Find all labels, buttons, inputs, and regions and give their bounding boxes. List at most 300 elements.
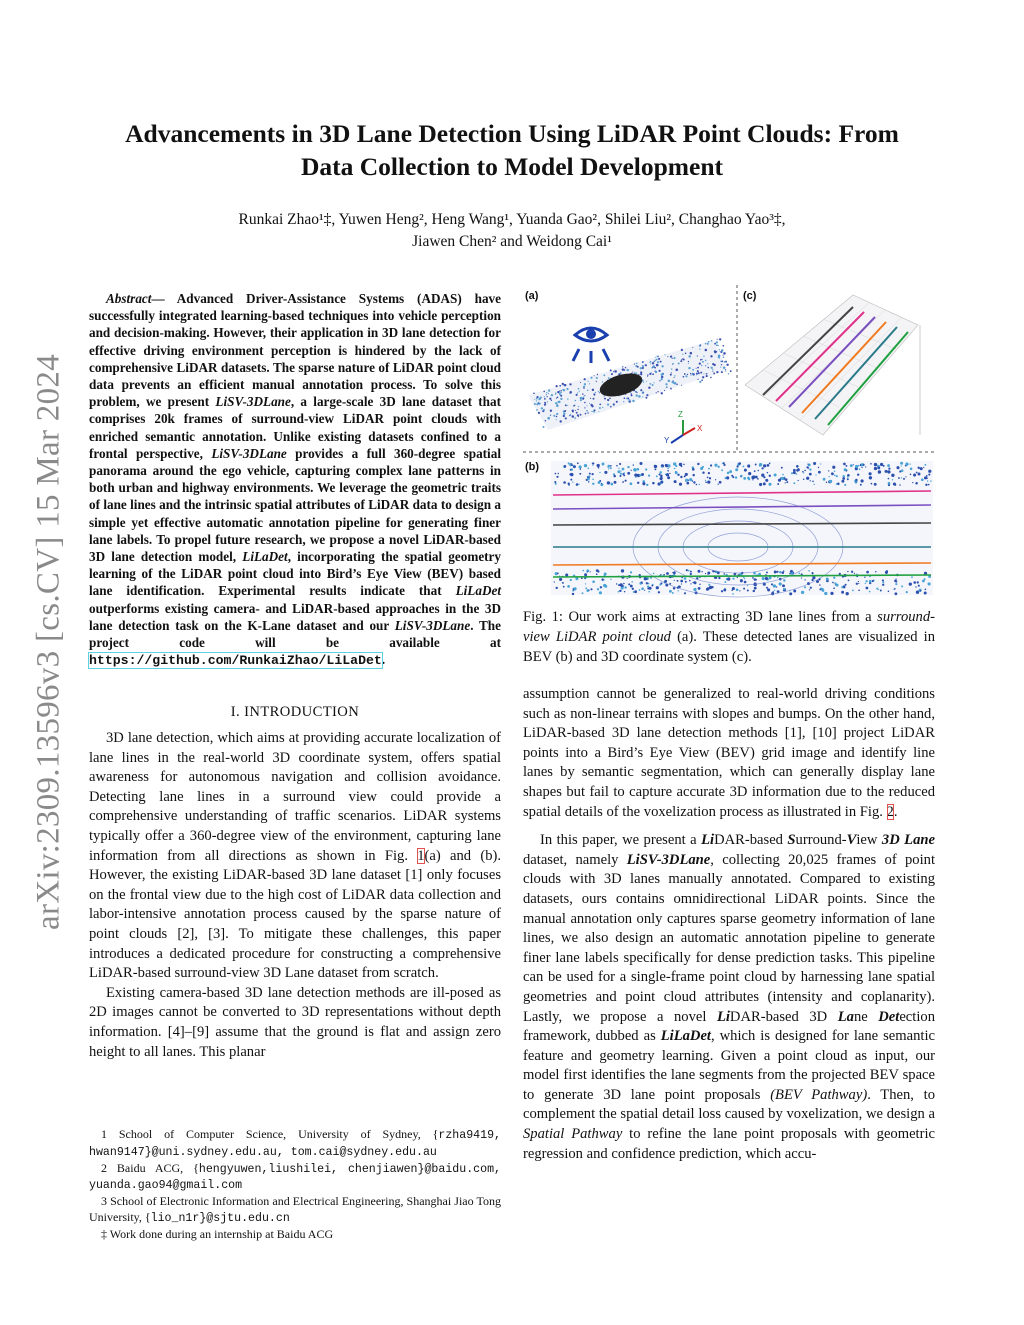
lidar-point	[706, 373, 708, 375]
bev-point	[887, 464, 890, 467]
lidar-point	[584, 378, 586, 380]
lidar-point	[582, 393, 583, 394]
bev-point	[909, 582, 912, 585]
model-name: LiLaDet	[660, 1028, 711, 1045]
lidar-point	[560, 392, 562, 394]
bev-point	[588, 481, 590, 483]
lidar-point	[665, 383, 667, 385]
lidar-point	[703, 356, 704, 357]
bev-point	[554, 481, 556, 483]
bev-point	[627, 466, 629, 468]
bev-point	[896, 466, 899, 469]
right-p1-text-a: assumption cannot be generalized to real-world driving conditions such as non-linear terrains with slopes and bumps. On the other hand, LiDAR-based 3D lane detection methods [1], [10] project LiDAR points into a Bird’s Eye View (BEV) grid image and identify line lanes by semantic segmentation, which can generally display lane shapes but fail to capture accurate 3D information due to the reduced spatial details of the voxelization process as illustrated in Fig.	[523, 686, 935, 820]
lidar-point	[590, 398, 591, 399]
bev-point	[637, 482, 639, 484]
lidar-point	[672, 358, 673, 359]
bev-point	[905, 462, 908, 465]
bev-point	[574, 587, 577, 590]
p2-text: , collecting 20,025 frames of point clouds with 3D lanes manually annotated. Compared to existing datasets, ours contains omnidirectional LiDAR points. Since the manual annotation only captures sparse geometry information of lane lines, we also design an automatic annotation pipeline to generate finer lane labels specifically for dense prediction tasks. This pipeline can be used for a single-frame point cloud by harnessing lane spatial geometries and point cloud attributes (intensity and coplanarity). Lastly, we propose a novel	[523, 851, 935, 1025]
bev-point	[789, 573, 791, 575]
bev-point	[648, 591, 650, 593]
lidar-point	[646, 394, 648, 396]
lidar-point	[585, 413, 587, 415]
bev-point	[863, 464, 865, 466]
lidar-point	[560, 390, 561, 391]
lidar-point	[654, 361, 655, 362]
p2-acronym: La	[837, 1008, 854, 1025]
lidar-point	[708, 341, 710, 343]
lidar-point	[636, 391, 637, 392]
lidar-point	[553, 415, 555, 417]
bev-point	[681, 583, 682, 584]
bev-point	[845, 465, 847, 467]
lidar-point	[722, 355, 723, 356]
bev-point	[864, 576, 865, 577]
lidar-point	[543, 391, 545, 393]
bev-point	[621, 569, 624, 572]
bev-point	[748, 478, 750, 480]
lidar-point	[718, 345, 719, 346]
lidar-point	[590, 377, 592, 379]
bev-point	[752, 577, 754, 579]
bev-point	[832, 466, 835, 469]
lidar-point	[699, 349, 700, 350]
lidar-point	[545, 420, 547, 422]
bev-point	[579, 473, 581, 475]
figure-2-link[interactable]: 2	[886, 803, 894, 820]
lidar-point	[703, 373, 704, 374]
lidar-point	[724, 361, 726, 363]
bev-point	[804, 579, 805, 580]
lidar-point	[611, 374, 612, 375]
lidar-point	[536, 403, 538, 405]
bev-point	[610, 465, 612, 467]
lidar-point	[636, 363, 638, 365]
bev-point	[774, 571, 777, 574]
bev-point	[721, 469, 723, 471]
lidar-point	[726, 364, 728, 366]
bev-point	[858, 589, 860, 591]
lidar-point	[720, 367, 721, 368]
bev-point	[777, 483, 779, 485]
bev-point	[888, 482, 891, 485]
bev-point	[894, 588, 895, 589]
bev-point	[831, 472, 834, 475]
lidar-point	[719, 350, 720, 351]
bev-point	[700, 467, 703, 470]
bev-point	[582, 592, 584, 594]
lidar-point	[712, 369, 713, 370]
lidar-point	[626, 369, 628, 371]
bev-point	[708, 472, 710, 474]
bev-point	[898, 477, 900, 479]
bev-point	[841, 480, 844, 483]
bev-point	[847, 476, 849, 478]
bev-point	[617, 470, 620, 473]
abstract-text-3: provides a full 360-degree spatial panorama around the ego vehicle, capturing complex lane patterns in both urban and highway environments. We leverage the geometric traits of lane lines and the intrinsic spatial attributes of LiDAR data to design a simple yet effective automatic annotation pipeline for generating finer lane labels. To propel future research, we propose a novel LiDAR-based 3D lane detection model,	[89, 445, 501, 565]
lidar-point	[591, 411, 592, 412]
bev-point	[590, 588, 592, 590]
lidar-point	[536, 398, 538, 400]
bev-point	[648, 474, 650, 476]
bev-point	[856, 583, 858, 585]
bev-point	[828, 476, 829, 477]
bev-point	[913, 581, 916, 584]
dataset-name: LiSV-3DLane	[211, 445, 287, 461]
lidar-point	[646, 381, 647, 382]
bev-point	[698, 587, 701, 590]
bev-point	[580, 469, 581, 470]
bev-point	[799, 573, 801, 575]
lidar-point	[670, 355, 672, 357]
bev-point	[798, 480, 799, 481]
bev-point	[743, 588, 745, 590]
lidar-point	[540, 396, 542, 398]
bev-point	[588, 589, 589, 590]
lidar-point	[556, 416, 558, 418]
project-code-link[interactable]: https://github.com/RunkaiZhao/LiLaDet	[89, 653, 382, 669]
lidar-point	[560, 398, 562, 400]
p2-acronym: S	[787, 832, 796, 849]
bev-point	[758, 470, 760, 472]
bev-point	[888, 591, 890, 593]
bev-point	[755, 464, 757, 466]
bev-point	[651, 585, 653, 587]
footnote-3-email: lio_n1r}@sjtu.edu.cn	[150, 1211, 290, 1225]
bev-point	[781, 477, 784, 480]
bev-point	[854, 573, 855, 574]
lidar-point	[563, 389, 565, 391]
bev-point	[591, 473, 593, 475]
lidar-point	[577, 392, 578, 393]
bev-point	[824, 592, 827, 595]
bev-point	[683, 464, 685, 466]
bev-point	[888, 478, 890, 480]
p2-acronym: Li	[701, 832, 715, 849]
author-list	[80, 209, 944, 253]
lidar-point	[705, 343, 707, 345]
arxiv-id-text: arXiv:2309.13596v3 [cs.CV] 15 Mar 2024	[30, 354, 67, 930]
lidar-point	[567, 398, 568, 399]
lidar-point	[706, 375, 708, 377]
lidar-point	[580, 397, 583, 400]
bev-point	[763, 482, 766, 485]
lidar-point	[586, 410, 588, 412]
bev-point	[619, 590, 621, 592]
p2-text: DAR-based 3D	[729, 1008, 838, 1025]
bev-point	[768, 483, 771, 486]
lidar-point	[659, 380, 660, 381]
bev-point	[578, 484, 580, 486]
bev-point	[724, 581, 726, 583]
bev-point	[632, 588, 634, 590]
bev-point	[590, 571, 591, 572]
abstract-text-7: .	[381, 652, 386, 668]
bev-point	[917, 581, 919, 583]
lidar-point	[572, 415, 575, 418]
lidar-point	[628, 399, 630, 401]
lidar-point	[681, 349, 683, 351]
bev-point	[848, 579, 850, 581]
lidar-point	[713, 372, 715, 374]
bev-point	[910, 473, 912, 475]
bev-point	[920, 467, 923, 470]
lidar-point	[647, 374, 648, 375]
right-paragraph-2	[523, 831, 935, 1164]
bev-point	[562, 582, 564, 584]
bev-point	[674, 468, 676, 470]
bev-point	[763, 464, 766, 467]
lidar-point	[637, 366, 639, 368]
lidar-point	[664, 390, 665, 391]
bev-point	[793, 469, 796, 472]
footnote-1-email: rzha9419,	[438, 1129, 501, 1142]
lidar-point	[645, 397, 647, 399]
bev-point	[672, 592, 674, 594]
bev-point	[841, 586, 843, 588]
footnote-1-email: hwan9147}@uni.sydney.edu.au, tom.cai@sydney.edu.au	[89, 1145, 437, 1159]
lidar-point	[556, 385, 558, 387]
lidar-point	[576, 412, 578, 414]
lidar-point	[685, 375, 686, 376]
bev-point	[915, 586, 916, 587]
lidar-point	[565, 404, 567, 406]
bev-point	[774, 590, 775, 591]
bev-point	[905, 476, 906, 477]
lidar-point	[607, 404, 609, 406]
authors-line-1: Runkai Zhao¹‡, Yuwen Heng², Heng Wang¹, Yuanda Gao², Shilei Liu², Changhao Yao³‡,	[238, 211, 786, 228]
bev-point	[821, 588, 824, 591]
lidar-point	[557, 401, 559, 403]
bev-point	[727, 577, 730, 580]
bev-point	[640, 462, 643, 465]
bev-point	[818, 471, 821, 474]
bev-point	[818, 467, 819, 468]
bev-point	[597, 570, 599, 572]
intro-p1-text-a: 3D lane detection, which aims at providing accurate localization of lane lines in the real-world 3D coordinate system, offers spatial awareness for autonomous navigation and collision avoidance. Detecting lane lines in a surround view could provide a comprehensive understanding of traffic scenarios. LiDAR systems typically offer a 360-degree view of the environment, capturing lane information from all directions as shown in Fig.	[89, 730, 501, 864]
bev-point	[930, 480, 931, 481]
bev-point	[719, 481, 722, 484]
lidar-point	[661, 392, 663, 394]
abstract-text-4: , incorporating the spatial geometry learning of the LiDAR point cloud into Bird’s Eye View (BEV) based lane identification. Experimental results indicate that	[89, 549, 502, 599]
bev-point	[801, 591, 804, 594]
bev-point	[859, 468, 861, 470]
bev-point	[705, 481, 707, 483]
bev-point	[791, 472, 793, 474]
bev-point	[836, 483, 838, 485]
bev-point	[861, 479, 864, 482]
bev-point	[901, 585, 903, 587]
lidar-point	[555, 402, 557, 404]
bev-point	[610, 579, 611, 580]
bev-point	[778, 479, 781, 482]
bev-point	[605, 585, 608, 588]
lidar-point	[716, 371, 718, 373]
lidar-point	[721, 371, 723, 373]
caption-text-b: (a). These detected lanes are visualized in BEV (b) and 3D coordinate system (c).	[523, 629, 935, 665]
abstract-dash: —	[151, 291, 177, 306]
xyz-axes-icon	[664, 410, 703, 445]
bev-point	[779, 571, 781, 573]
bev-point	[618, 591, 620, 593]
bev-point	[654, 465, 656, 467]
bev-point	[855, 465, 858, 468]
bev-point	[613, 475, 615, 477]
lidar-point	[714, 351, 716, 353]
lidar-point	[661, 378, 663, 380]
lidar-point	[551, 394, 553, 396]
lidar-point	[547, 396, 548, 397]
bev-point	[693, 588, 696, 591]
bev-point	[777, 577, 779, 579]
p2-acronym: V	[846, 832, 857, 849]
bev-point	[555, 473, 557, 475]
bev-point	[736, 588, 739, 591]
lidar-point	[549, 398, 551, 400]
bev-point	[913, 473, 916, 476]
panel-c-3d-plot	[743, 290, 920, 435]
bev-point	[667, 476, 670, 479]
bev-point	[630, 585, 633, 588]
axis-x-label: X	[697, 424, 703, 433]
lidar-point	[690, 374, 691, 375]
lidar-point	[631, 393, 633, 395]
bev-point	[754, 470, 756, 472]
bev-point	[799, 469, 801, 471]
bev-point	[667, 468, 668, 469]
lidar-point	[649, 362, 650, 363]
bev-point	[582, 570, 584, 572]
bev-point	[846, 592, 849, 595]
lidar-point	[657, 391, 658, 392]
footnote-2-email: chenjiawen}@baidu.com, yuanda.gao94@gmail.com	[89, 1162, 501, 1193]
bev-point	[844, 468, 847, 471]
bev-point	[557, 573, 559, 575]
intro-paragraph-1	[89, 729, 501, 984]
bev-point	[714, 464, 717, 467]
bev-point	[707, 587, 710, 590]
lidar-point	[674, 382, 677, 385]
lidar-point	[690, 373, 691, 374]
bev-point	[729, 470, 732, 473]
lidar-point	[697, 370, 699, 372]
bev-point	[878, 470, 881, 473]
dataset-name: LiSV-3DLane	[626, 851, 711, 868]
bev-point	[570, 479, 572, 481]
bev-point	[804, 470, 806, 472]
bev-point	[786, 481, 788, 483]
bev-point	[707, 480, 710, 483]
bev-point	[721, 590, 723, 592]
bev-point	[809, 589, 810, 590]
lidar-point	[710, 355, 712, 357]
abstract-label: Abstract	[106, 291, 152, 306]
bev-point	[576, 483, 579, 486]
abstract-text-6: . The project code will be available at	[89, 617, 501, 651]
bev-point	[660, 574, 662, 576]
p2-text: dataset, namely	[523, 851, 627, 868]
lidar-point	[556, 398, 557, 399]
lidar-point	[538, 412, 540, 414]
bev-point	[833, 577, 835, 579]
bev-point	[803, 472, 804, 473]
bev-point	[607, 465, 610, 468]
paper-title	[60, 117, 964, 183]
lidar-point	[613, 371, 614, 372]
bev-point	[918, 585, 920, 587]
lidar-point	[563, 413, 565, 415]
bev-point	[611, 483, 614, 486]
bev-point	[906, 591, 908, 593]
p2-text: urround-	[795, 832, 847, 849]
bev-point	[779, 582, 782, 585]
bev-point	[723, 464, 725, 466]
lidar-point	[599, 392, 600, 393]
bev-point	[678, 585, 681, 588]
lidar-point	[597, 374, 598, 375]
lidar-point	[697, 379, 698, 380]
figure-1-link[interactable]: 1	[417, 847, 425, 864]
bev-point	[592, 464, 593, 465]
lidar-point	[700, 372, 702, 374]
bev-point	[699, 584, 701, 586]
bev-point	[623, 472, 625, 474]
lidar-point	[567, 405, 568, 406]
bev-point	[696, 484, 698, 486]
bev-point	[616, 583, 617, 584]
lidar-point	[705, 349, 708, 352]
bev-point	[850, 464, 853, 467]
lidar-point	[556, 413, 558, 415]
footnote-3-text: 3 School of Electronic Information and Electrical Engineering, Shanghai Jiao Tong University, {	[89, 1194, 501, 1224]
lidar-point	[599, 404, 601, 406]
bev-point	[860, 484, 862, 486]
lidar-point	[656, 364, 659, 367]
lidar-point	[594, 375, 595, 376]
bev-point	[579, 465, 582, 468]
bev-point	[599, 591, 602, 594]
bev-point	[740, 579, 743, 582]
lidar-point	[587, 389, 589, 391]
bev-point	[869, 476, 872, 479]
authors-line-2: Jiawen Chen² and Weidong Cai¹	[412, 233, 612, 250]
lidar-point	[584, 395, 585, 396]
bev-point	[870, 463, 872, 465]
bev-point	[761, 474, 764, 477]
bev-point	[801, 577, 802, 578]
bev-point	[924, 578, 926, 580]
bev-point	[570, 579, 572, 581]
bev-point	[880, 463, 883, 466]
lidar-point	[657, 361, 659, 363]
bev-point	[646, 582, 648, 584]
bev-point	[804, 586, 806, 588]
lidar-point	[586, 405, 587, 406]
model-name: LiLaDet	[455, 583, 501, 599]
lidar-point	[722, 345, 724, 347]
bev-point	[918, 473, 921, 476]
lidar-point	[572, 410, 574, 412]
bev-point	[790, 570, 793, 573]
bev-point	[776, 571, 778, 573]
bev-point	[834, 582, 836, 584]
spatial-pathway-term: Spatial Pathway	[523, 1126, 623, 1143]
lidar-point	[670, 388, 671, 389]
bev-point	[597, 588, 599, 590]
bev-point	[656, 475, 658, 477]
figure-1	[523, 285, 935, 600]
footnote-2	[89, 1161, 501, 1195]
